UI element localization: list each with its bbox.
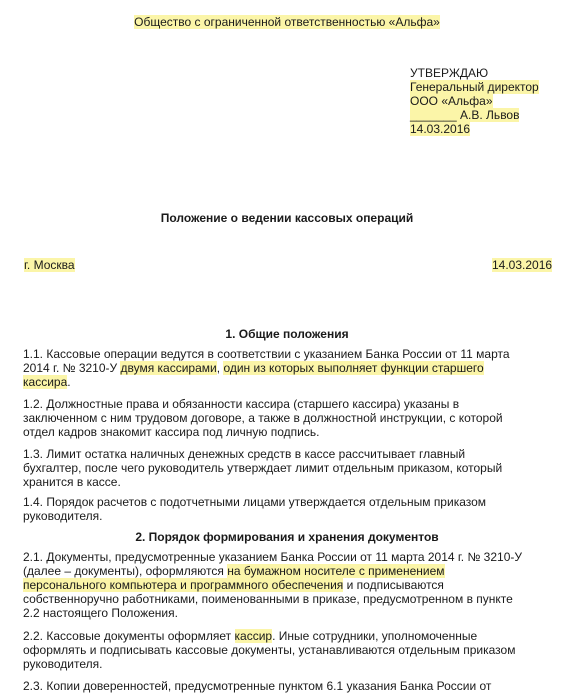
paragraph-1-3: 1.3. Лимит остатка наличных денежных средств в кассе рассчитывает главный бухгалтер, после чего руководитель утверждает лимит отдельным приказом, который хранится в кассе. (23, 447, 503, 489)
section-title: 1. Общие положения (225, 327, 349, 341)
paragraph-1-2: 1.2. Должностные права и обязанности кассира (старшего кассира) указаны в заключенном с ним трудовом договоре, а также в должностной инструкции, с которой отдел кадров знакомит кассира под личную подпись. (23, 397, 503, 439)
approval-line: УТВЕРЖДАЮ (410, 66, 489, 80)
paragraph-1-4: 1.4. Порядок расчетов с подотчетными лицами утверждается отдельным приказом руководителя. (23, 495, 487, 523)
place: г. Москва (24, 258, 75, 272)
paragraph-2-2: 2.2. Кассовые документы оформляет кассир. Иные сотрудники, уполномоченные оформлять и подписывать кассовые документы, устанавливаются отдельным приказом руководителя. (23, 629, 516, 671)
paragraph-2-1: 2.1. Документы, предусмотренные указанием Банка России от 11 марта 2014 г. № 3210-У (далее – документы), оформляются на бумажном носителе с применением персонального компьютера и программного обеспечения и подписываются собственноручно работниками, поименованными в приказе, предусмотренном в пункте 2.2 настоящего Положения. (23, 550, 522, 620)
document-date: 14.03.2016 (492, 258, 553, 272)
approval-signature: _______ А.В. Львов (410, 108, 520, 122)
paragraph-1-1: 1.1. Кассовые операции ведутся в соответствии с указанием Банка России от 11 марта 2014 г. № 3210-У двумя кассирами, один из которых выполняет функции старшего кассира. (23, 347, 510, 389)
approval-line: ООО «Альфа» (410, 94, 493, 108)
document-title: Положение о ведении кассовых операций (160, 211, 414, 225)
approval-block (410, 66, 539, 136)
company-name: Общество с ограниченной ответственностью «Альфа» (134, 15, 440, 29)
approval-date: 14.03.2016 (410, 122, 471, 136)
paragraph-2-3: 2.3. Копии доверенностей, предусмотренные пунктом 6.1 указания Банка России от (23, 679, 492, 693)
section-title: 2. Порядок формирования и хранения документов (135, 530, 439, 544)
approval-line: Генеральный директор (410, 80, 539, 94)
